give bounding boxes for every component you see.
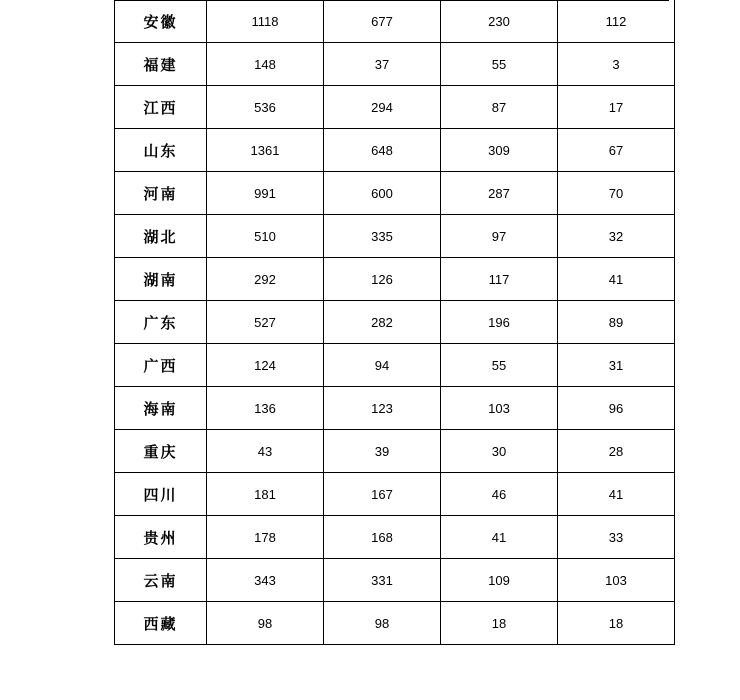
table-row xyxy=(115,473,675,516)
value-col1: 292 xyxy=(207,258,324,301)
region-label: 海南 xyxy=(115,387,207,430)
value-col1: 1118 xyxy=(207,0,324,43)
region-label: 湖北 xyxy=(115,215,207,258)
value-col4: 112 xyxy=(558,0,675,43)
statistics-table xyxy=(114,0,675,645)
value-col3: 55 xyxy=(441,344,558,387)
value-col4: 32 xyxy=(558,215,675,258)
value-col4: 96 xyxy=(558,387,675,430)
value-col3: 18 xyxy=(441,602,558,645)
value-col1: 510 xyxy=(207,215,324,258)
table-row xyxy=(115,387,675,430)
region-label: 河南 xyxy=(115,172,207,215)
value-col4: 28 xyxy=(558,430,675,473)
value-col2: 126 xyxy=(324,258,441,301)
value-col4: 3 xyxy=(558,43,675,86)
value-col4: 70 xyxy=(558,172,675,215)
value-col1: 178 xyxy=(207,516,324,559)
value-col4: 89 xyxy=(558,301,675,344)
table-body xyxy=(115,0,675,645)
value-col4: 103 xyxy=(558,559,675,602)
table-row xyxy=(115,129,675,172)
value-col4: 41 xyxy=(558,258,675,301)
value-col1: 343 xyxy=(207,559,324,602)
value-col4: 33 xyxy=(558,516,675,559)
table-row xyxy=(115,559,675,602)
region-label: 广东 xyxy=(115,301,207,344)
table-row xyxy=(115,301,675,344)
value-col3: 196 xyxy=(441,301,558,344)
region-label: 四川 xyxy=(115,473,207,516)
table-row xyxy=(115,0,675,43)
value-col2: 98 xyxy=(324,602,441,645)
value-col4: 18 xyxy=(558,602,675,645)
table-row xyxy=(115,602,675,645)
region-label: 湖南 xyxy=(115,258,207,301)
value-col3: 109 xyxy=(441,559,558,602)
value-col3: 230 xyxy=(441,0,558,43)
value-col2: 168 xyxy=(324,516,441,559)
value-col3: 103 xyxy=(441,387,558,430)
value-col1: 43 xyxy=(207,430,324,473)
value-col1: 991 xyxy=(207,172,324,215)
value-col1: 124 xyxy=(207,344,324,387)
value-col2: 37 xyxy=(324,43,441,86)
value-col1: 181 xyxy=(207,473,324,516)
value-col3: 287 xyxy=(441,172,558,215)
region-label: 广西 xyxy=(115,344,207,387)
value-col3: 30 xyxy=(441,430,558,473)
value-col4: 31 xyxy=(558,344,675,387)
region-label: 江西 xyxy=(115,86,207,129)
table-row xyxy=(115,430,675,473)
table-row xyxy=(115,344,675,387)
value-col2: 123 xyxy=(324,387,441,430)
value-col2: 294 xyxy=(324,86,441,129)
value-col1: 98 xyxy=(207,602,324,645)
region-label: 安徽 xyxy=(115,0,207,43)
value-col1: 536 xyxy=(207,86,324,129)
statistics-table-container xyxy=(114,0,669,645)
value-col3: 55 xyxy=(441,43,558,86)
value-col3: 46 xyxy=(441,473,558,516)
table-row xyxy=(115,258,675,301)
value-col4: 41 xyxy=(558,473,675,516)
value-col3: 309 xyxy=(441,129,558,172)
table-row xyxy=(115,43,675,86)
value-col2: 167 xyxy=(324,473,441,516)
value-col3: 87 xyxy=(441,86,558,129)
region-label: 西藏 xyxy=(115,602,207,645)
region-label: 重庆 xyxy=(115,430,207,473)
value-col3: 41 xyxy=(441,516,558,559)
value-col1: 136 xyxy=(207,387,324,430)
value-col2: 39 xyxy=(324,430,441,473)
value-col2: 600 xyxy=(324,172,441,215)
value-col1: 148 xyxy=(207,43,324,86)
region-label: 云南 xyxy=(115,559,207,602)
value-col2: 677 xyxy=(324,0,441,43)
value-col3: 97 xyxy=(441,215,558,258)
value-col2: 648 xyxy=(324,129,441,172)
region-label: 贵州 xyxy=(115,516,207,559)
table-row xyxy=(115,86,675,129)
value-col4: 67 xyxy=(558,129,675,172)
value-col2: 331 xyxy=(324,559,441,602)
region-label: 福建 xyxy=(115,43,207,86)
table-row xyxy=(115,172,675,215)
value-col4: 17 xyxy=(558,86,675,129)
value-col2: 94 xyxy=(324,344,441,387)
table-row xyxy=(115,215,675,258)
value-col1: 527 xyxy=(207,301,324,344)
table-row xyxy=(115,516,675,559)
value-col1: 1361 xyxy=(207,129,324,172)
value-col2: 282 xyxy=(324,301,441,344)
value-col3: 117 xyxy=(441,258,558,301)
region-label: 山东 xyxy=(115,129,207,172)
value-col2: 335 xyxy=(324,215,441,258)
